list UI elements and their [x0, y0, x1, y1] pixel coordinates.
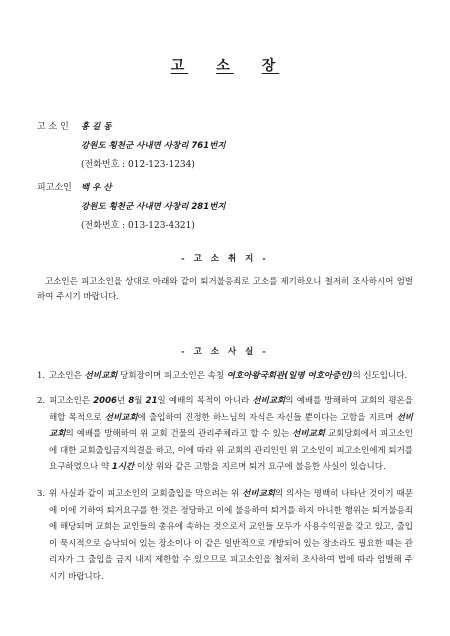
defendant-block [37, 179, 226, 236]
fact-number: 2. [37, 396, 46, 406]
defendant-name: 백 우 산 [81, 183, 112, 193]
title-char: 고 [170, 58, 189, 74]
complainant-label: 고 소 인 [37, 122, 69, 132]
fact-number: 3. [37, 489, 46, 499]
defendant-address: 강원도 횡천군 사내면 사창리 281번지 [81, 202, 226, 212]
title-char: 장 [261, 58, 280, 74]
purpose-text: 고소인은 피고소인을 상대로 아래와 같이 퇴거불응죄로 고소를 제기하오니 철저히 조사하시어 엄벌하여 주시기 바랍니다. [37, 277, 413, 302]
complainant-address: 강원도 횡천군 사내면 사창리 761번지 [81, 141, 226, 151]
fact-number: 1. [37, 371, 46, 381]
fact-item [37, 486, 413, 585]
fact-item [37, 393, 413, 476]
fact-text: 고소인은 선비교회 당회장이며 피고소인은 속칭 여호아왕국회관(일명 여호아증인)의 신도입니다. [49, 371, 408, 381]
facts-heading: - 고 소 사 실 - [181, 347, 269, 357]
fact-item [37, 368, 413, 385]
title-char: 소 [216, 58, 234, 74]
purpose-heading: - 고 소 취 지 - [181, 254, 269, 264]
defendant-phone: (전화번호 : 013-123-4321) [81, 221, 195, 231]
complainant-block [37, 118, 226, 175]
fact-text: 위 사실과 같이 피고소인의 교회출입을 막으려는 위 선비교회의 의사는 명백히 나타난 것이기 때문에 이에 기하여 퇴거요구를 한 것은 정당하고 이에 불응하여 퇴거를 하지 아니한 행위는 퇴거불응죄에 해당되며 교회는 교인들의 총유에 속하는 것으로서 교인들 모두가 사용수익권을 갖고 있고, 출입이 묵시적으로 승낙되어 있는 장소이나 이 같은 일반적으로 개방되어 있는 장소라도 필요한 때는 관리자가 그 출입을 금지 내지 제한할 수 있으므로 피고소인을 철저히 조사하여 법에 따라 엄벌해 주시기 바랍니다. [49, 489, 413, 582]
fact-text: 피고소인은 2006년 8월 21일 예배의 목적이 아니라 선비교회의 예배를 방해하여 교회의 평온을 해할 목적으로 선비교회에 출입하여 진정한 하느님의 자식은 자신들 뿐이다는 고함을 지르며 선비교회의 예배를 방해하여 위 교회 건물의 관리주체라고 할 수 있는 선비교회 교회당회에서 피고소인에 대한 교회출입금지의결을 하고, 이에 따라 위 교회의 관리인인 위 고소인이 피고소인에게 퇴거를 요구하였으나 약 1시간 이상 위와 같은 고함을 지르며 퇴거 요구에 불응한 사실이 있습니다. [49, 396, 414, 472]
complainant-phone: (전화번호 : 012-123-1234) [81, 160, 195, 170]
defendant-label: 피고소인 [37, 183, 72, 193]
document-title [0, 55, 450, 75]
complainant-name: 홍 길 동 [81, 122, 112, 132]
